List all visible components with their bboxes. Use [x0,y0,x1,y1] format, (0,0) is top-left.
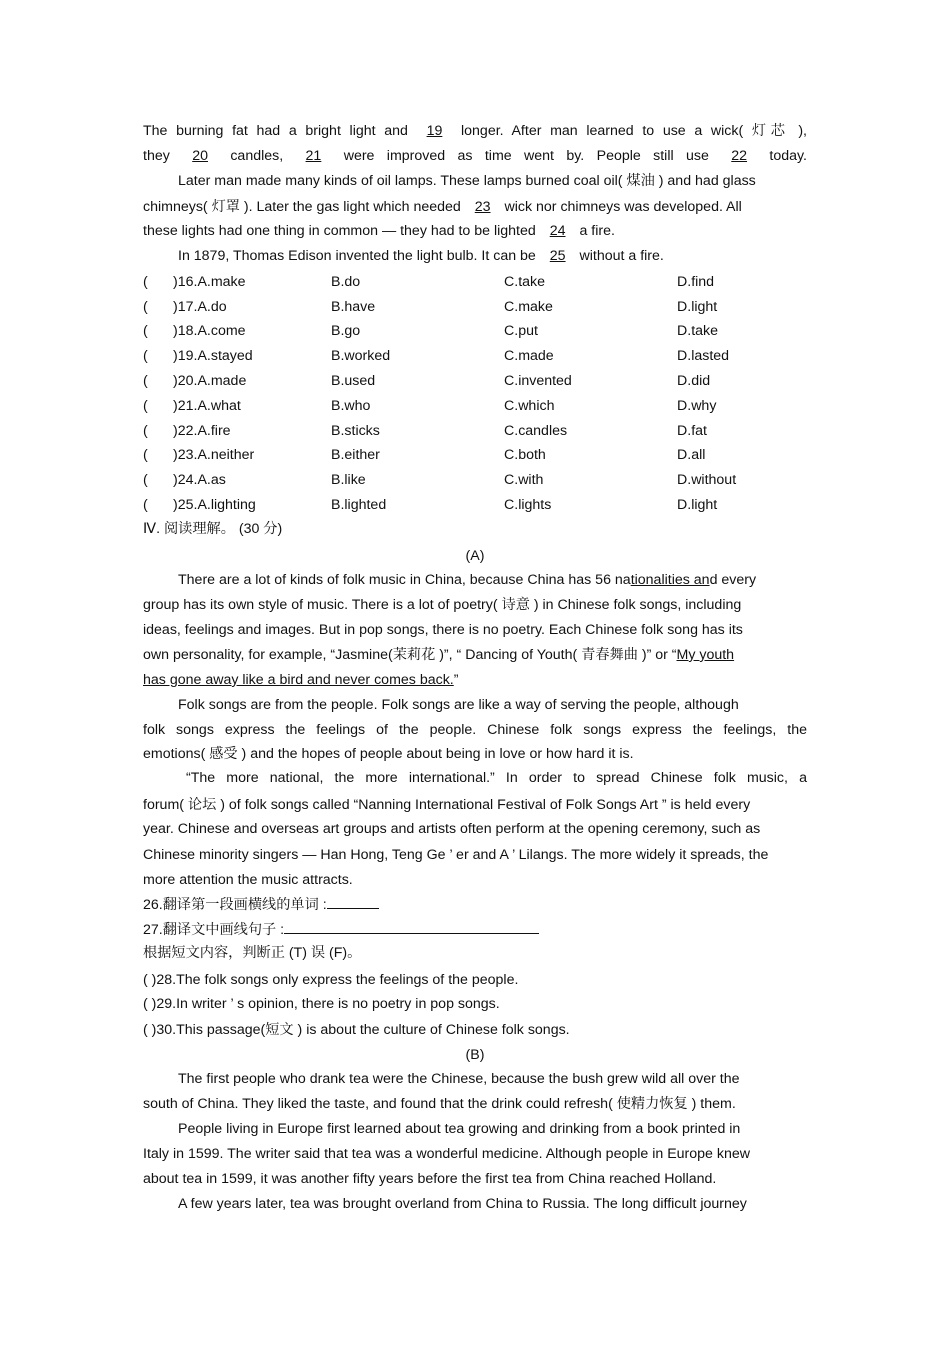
passage-b-line-6: A few years later, tea was brought overland from China to Russia. The long difficult journey [178,1196,747,1212]
passage-a-line-13: more attention the music attracts. [143,872,353,888]
question-29: ( )29.In writer ’ s opinion, there is no poetry in pop songs. [143,996,500,1012]
passage-a-line-7: folk songs express the feelings of the people. Chinese folk songs express the feelings, the [143,722,807,738]
passage-a-line-8: emotions( 感受 ) and the hopes of people about being in love or how hard it is. [143,746,634,762]
underlined-sentence: My youth [676,647,735,663]
passage-a-line-10: forum( 论坛 ) of folk songs called “Nanning International Festival of Folk Songs Art ” is held every [143,797,751,813]
cloze-line-6: In 1879, Thomas Edison invented the light bulb. It can be 25 without a fire. [178,248,664,264]
passage-b-line-4: Italy in 1599. The writer said that tea was a wonderful medicine. Although people in Europe knew [143,1146,751,1162]
blank-23: 23 [474,199,491,215]
passage-a-line-2: group has its own style of music. There is a lot of poetry( 诗意 ) in Chinese folk songs, including [143,597,742,613]
blank-25: 25 [549,248,566,264]
question-28: ( )28.The folk songs only express the feelings of the people. [143,972,519,988]
underlined-sentence: has gone away like a bird and never comes back. [143,672,454,688]
cloze-line-1: The burning fat had a bright light and 19 longer. After man learned to use a wick( 灯芯 ), [143,123,807,139]
passage-b-line-1: The first people who drank tea were the Chinese, because the bush grew wild all over the [178,1071,740,1087]
passage-a-line-9: “The more national, the more international.” In order to spread Chinese folk music, a [186,770,807,786]
cloze-line-5: these lights had one thing in common — they had to be lighted 24 a fire. [143,223,615,239]
blank-19: 19 [426,123,443,139]
answer-line[interactable] [284,920,539,934]
passage-b-label: (B) [465,1047,485,1063]
blank-21: 21 [305,148,322,164]
blank-22: 22 [731,148,748,164]
underlined-word: tionalities an [630,572,710,588]
passage-b-line-2: south of China. They liked the taste, and found that the drink could refresh( 使精力恢复 ) them. [143,1096,736,1112]
cloze-line-2: they 20 candles, 21 were improved as time went by. People still use 22 today. [143,148,807,164]
cloze-line-3: Later man made many kinds of oil lamps. These lamps burned coal oil( 煤油 ) and had glass [178,173,756,189]
blank-24: 24 [549,223,566,239]
question-27: 27.翻译文中画线句子 : [143,920,539,939]
question-30: ( )30.This passage(短文 ) is about the culture of Chinese folk songs. [143,1022,570,1038]
passage-b-line-3: People living in Europe first learned about tea growing and drinking from a book printed in [178,1121,741,1137]
question-26: 26.翻译第一段画横线的单词 : [143,895,379,914]
passage-a-line-5: has gone away like a bird and never comes back.” [143,672,459,688]
passage-a-line-12: Chinese minority singers — Han Hong, Teng Ge ’ er and A ’ Lilangs. The more widely it spreads, the [143,847,769,863]
passage-a-label: (A) [465,548,485,564]
answer-line[interactable] [327,895,379,909]
passage-a-line-1: There are a lot of kinds of folk music in China, because China has 56 nationalities and every [178,572,757,588]
passage-a-line-4: own personality, for example, “Jasmine(茉莉花 )”, “ Dancing of Youth( 青春舞曲 )” or “My youth [143,647,735,663]
section-heading: Ⅳ. 阅读理解。 (30 分) [143,521,283,537]
passage-b-line-5: about tea in 1599, it was another fifty years before the first tea from China reached Holland. [143,1171,717,1187]
passage-a-line-6: Folk songs are from the people. Folk songs are like a way of serving the people, although [178,697,739,713]
blank-20: 20 [192,148,208,164]
passage-a-line-11: year. Chinese and overseas art groups and artists often perform at the opening ceremony, such as [143,821,761,837]
passage-a-line-3: ideas, feelings and images. But in pop songs, there is no poetry. Each Chinese folk song has its [143,622,743,638]
cloze-line-4: chimneys( 灯罩 ). Later the gas light which needed 23 wick nor chimneys was developed. All [143,199,742,215]
tf-instruction: 根据短文内容，判断正 (T) 误 (F)。 [143,945,362,961]
